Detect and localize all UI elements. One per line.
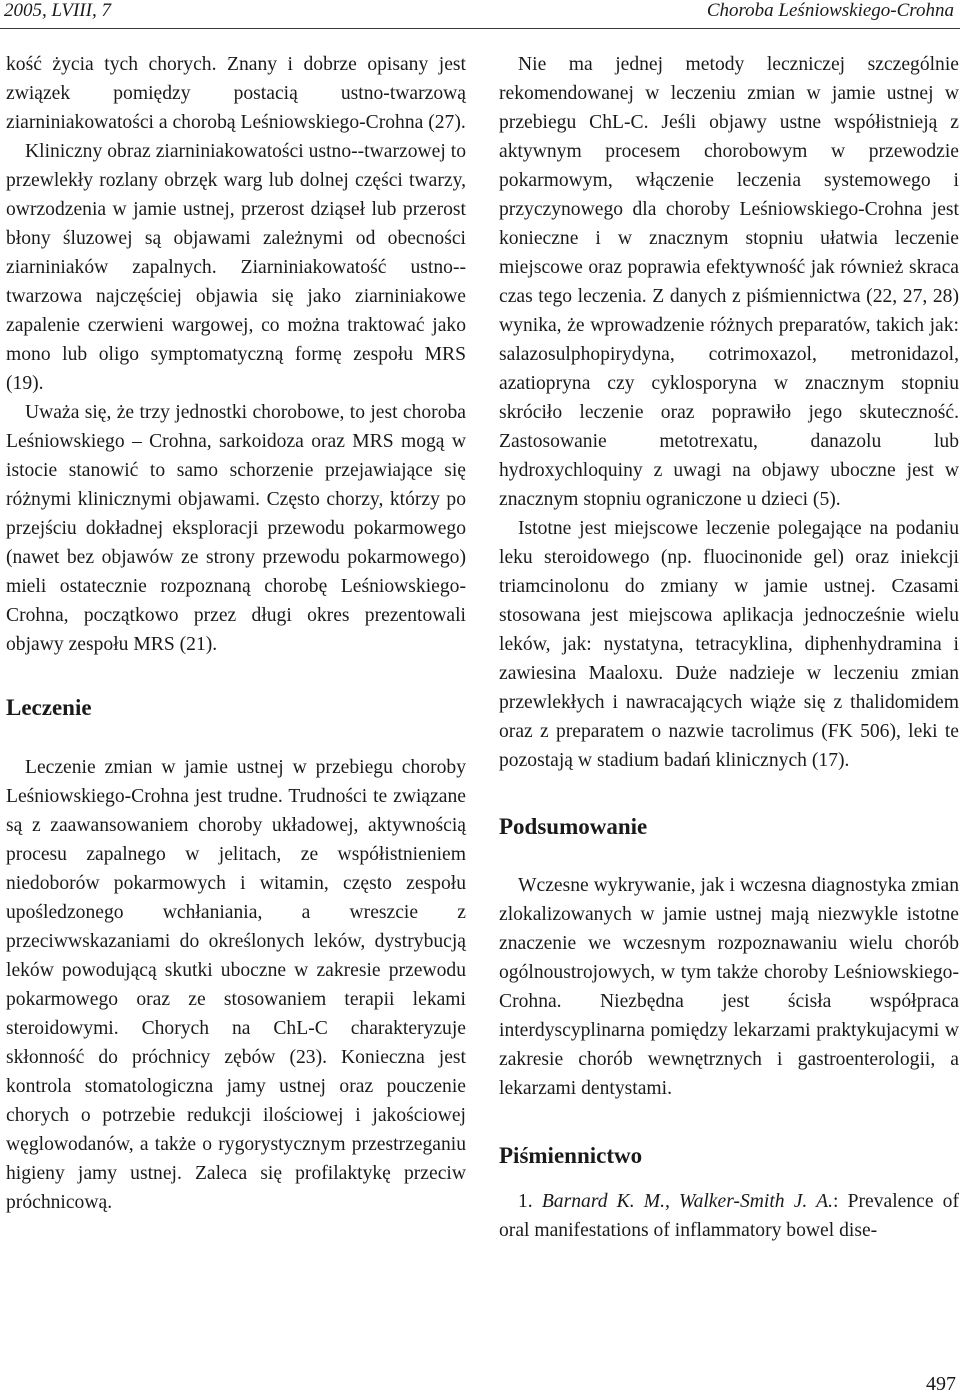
- paragraph: kość życia tych chorych. Znany i dobrze opisany jest związek pomiędzy postacią ustno-twarzową ziarniniakowatości a chorobą Leśniowskiego-Crohna (27).: [6, 54, 466, 133]
- page-number: 497: [926, 1373, 956, 1395]
- running-head: [0, 0, 960, 26]
- paragraph: Wczesne wykrywanie, jak i wczesna diagnostyka zmian zlokalizowanych w jamie ustnej mają niezwykle istotne znaczenie we wczesnym rozpoznawaniu wielu chorób ogólnoustrojowych, w tym także choroby Leśniowskiego-Crohna. Niezbędna jest ścisła współpraca interdyscyplinarna pomiędzy lekarzami praktykujacymi w zakresie chorób wewnętrznych i gastroenterologii, a lekarzami dentystami.: [499, 875, 959, 1099]
- article-title: Choroba Leśniowskiego-Crohna: [706, 0, 954, 21]
- journal-issue: 2005, LVIII, 7: [4, 0, 111, 21]
- reference-item: [499, 1187, 959, 1245]
- reference-text: : Prevalence of oral manifestations of inflammatory bowel dise-: [499, 1191, 959, 1241]
- section-heading-leczenie: Leczenie: [6, 695, 92, 720]
- right-column: [499, 50, 959, 1245]
- left-column: [6, 50, 466, 1217]
- paragraph: Nie ma jednej metody leczniczej szczególnie rekomendowanej w leczeniu zmian w jamie ustnej w przebiegu ChL-C. Jeśli objawy ustne współistnieją z aktywnym procesem chorobowym w przewodzie pokarmowym, włączenie leczenia systemowego i przyczynowego dla choroby Leśniowskiego-Crohna jest konieczne i w znacznym stopniu ułatwia leczenie miejscowe oraz poprawia efektywność jak również skraca czas tego leczenia. Z danych z piśmiennictwa (22, 27, 28) wynika, że wprowadzenie różnych preparatów, takich jak: salazosulphopirydyna, cotrimoxazol, metronidazol, azatiopryna czy cyklosporyna w znacznym stopniu skróciło leczenie oraz poprawiło jego skuteczność. Zastosowanie metotrexatu, danazolu lub hydroxychloquiny z uwagi na objawy uboczne jest w znacznym stopniu ograniczone u dzieci (5).: [499, 54, 959, 510]
- section-heading-pismiennictwo: Piśmiennictwo: [499, 1143, 643, 1168]
- paragraph: Istotne jest miejscowe leczenie polegające na podaniu leku steroidowego (np. fluocinonide gel) oraz iniekcji triamcinolonu do zmiany w jamie ustnej. Czasami stosowana jest miejscowa aplikacja jednocześnie wielu leków, jak: nystatyna, tetracyklina, diphenhydramina i zawiesina Maaloxu. Duże nadzieje w leczeniu zmian przewlekłych i nawracających wiąże się z thalidomidem oraz z preparatem o nazwie tacrolimus (FK 506), leki te pozostają w stadium badań klinicznych (17).: [499, 518, 959, 771]
- reference-number: 1.: [518, 1191, 542, 1212]
- section-heading-podsumowanie: Podsumowanie: [499, 814, 648, 839]
- reference-authors: Barnard K. M., Walker-Smith J. A.: [541, 1191, 833, 1212]
- paragraph: Uważa się, że trzy jednostki chorobowe, to jest choroba Leśniowskiego – Crohna, sarkoidoza oraz MRS mogą w istocie stanowić to samo schorzenie przejawiające się różnymi klinicznymi objawami. Często chorzy, którzy po przejściu dokładnej eksploracji przewodu pokarmowego (nawet bez objawów ze strony przewodu pokarmowego) mieli ostatecznie rozpoznaną chorobę Leśniowskiego-Crohna, początkowo przez długi okres prezentowali objawy zespołu MRS (21).: [6, 402, 466, 655]
- header-rule: [0, 28, 960, 29]
- paragraph: Leczenie zmian w jamie ustnej w przebiegu choroby Leśniowskiego-Crohna jest trudne. Trudności te związane są z zaawansowaniem choroby układowej, aktywnością procesu zapalnego w jelitach, ze współistnieniem niedoborów pokarmowych i witamin, często zespołu upośledzonego wchłaniania, a wreszcie z przeciwwskazaniami do określonych leków, dystrybucją leków powodującą skutki uboczne w zakresie przewodu pokarmowego oraz ze stosowaniem terapii lekami steroidowymi. Chorych na ChL-C charakteryzuje skłonność do próchnicy zębów (23). Konieczna jest kontrola stomatologiczna jamy ustnej oraz pouczenie chorych o potrzebie redukcji ilościowej i jakościowej węglowodanów, a także o rygorystycznym przestrzeganiu higieny jamy ustnej. Zaleca się profilaktykę przeciw próchnicową.: [6, 757, 466, 1213]
- paragraph: Kliniczny obraz ziarniniakowatości ustno--twarzowej to przewlekły rozlany obrzęk warg lub dolnej części twarzy, owrzodzenia w jamie ustnej, przerost dziąseł lub przerost błony śluzowej są objawami zależnymi od obecności ziarniniaków zapalnych. Ziarniniakowatość ustno--twarzowa najczęściej objawia się jako ziarniniakowe zapalenie czerwieni wargowej, co można traktować jako mono lub oligo symptomatyczną formę zespołu MRS (19).: [6, 141, 466, 394]
